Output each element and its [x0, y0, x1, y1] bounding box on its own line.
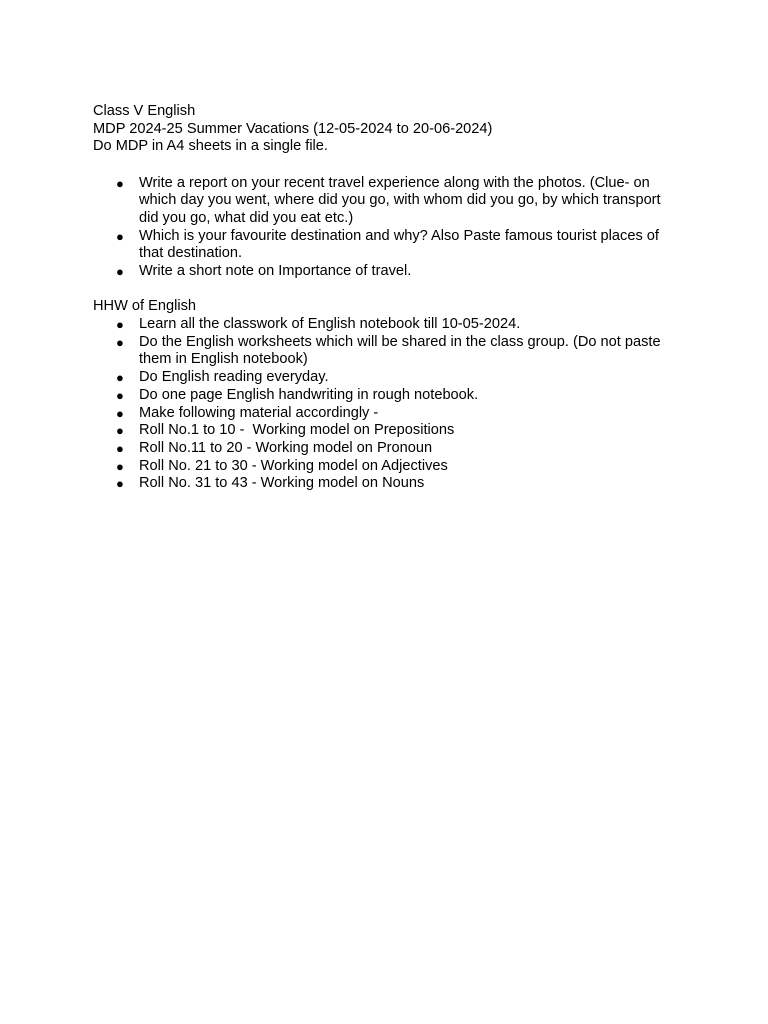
bullet-icon: ●: [116, 317, 124, 333]
list-item: [93, 422, 683, 440]
mdp-instruction: Do MDP in A4 sheets in a single file.: [93, 138, 328, 155]
bullet-icon: ●: [116, 387, 124, 403]
list-item: [93, 334, 683, 369]
mdp-title: MDP 2024-25 Summer Vacations (12-05-2024 to 20-06-2024): [93, 120, 493, 137]
list-item-text: Roll No.11 to 20 - Working model on Pronoun: [139, 439, 433, 456]
list-item: [93, 228, 683, 263]
list-item-text: Roll No. 31 to 43 - Working model on Nouns: [139, 475, 425, 492]
bullet-icon: ●: [116, 370, 124, 386]
list-item-text: Do the English worksheets which will be shared in the class group. (Do not paste them in English notebook): [139, 333, 665, 368]
list-item: [93, 405, 683, 423]
list-item: [93, 387, 683, 405]
list-item: [93, 475, 683, 493]
bullet-icon: ●: [116, 423, 124, 439]
hhw-list: [93, 316, 683, 493]
bullet-icon: ●: [116, 476, 124, 492]
bullet-icon: ●: [116, 264, 124, 280]
bullet-icon: ●: [116, 458, 124, 474]
list-item-text: Do one page English handwriting in rough notebook.: [139, 386, 479, 403]
list-item-text: Learn all the classwork of English notebook till 10-05-2024.: [139, 316, 521, 333]
bullet-icon: ●: [116, 228, 124, 244]
list-item-text: Make following material accordingly -: [139, 404, 379, 421]
document-body: [93, 103, 683, 493]
list-item-text: Roll No. 21 to 30 - Working model on Adjectives: [139, 457, 448, 474]
mdp-list: [93, 175, 683, 281]
spacer: [93, 281, 683, 299]
list-item: [93, 316, 683, 334]
list-item: [93, 440, 683, 458]
list-item-text: Write a short note on Importance of travel.: [139, 263, 412, 280]
spacer: [93, 156, 683, 175]
bullet-icon: ●: [116, 440, 124, 456]
list-item: [93, 263, 683, 281]
list-item-text: Roll No.1 to 10 - Working model on Prepositions: [139, 422, 455, 439]
list-item-text: Write a report on your recent travel experience along with the photos. (Clue- on which day you went, where did you go, with whom did you go, by which transport did you go, what did you eat etc.): [139, 174, 665, 227]
hhw-title: HHW of English: [93, 298, 196, 315]
bullet-icon: ●: [116, 405, 124, 421]
bullet-icon: ●: [116, 175, 124, 191]
list-item: [93, 369, 683, 387]
list-item-text: Which is your favourite destination and why? Also Paste famous tourist places of that destination.: [139, 227, 664, 262]
list-item: [93, 175, 683, 228]
bullet-icon: ●: [116, 334, 124, 350]
class-title: Class V English: [93, 103, 196, 119]
list-item-text: Do English reading everyday.: [139, 369, 329, 386]
list-item: [93, 458, 683, 476]
